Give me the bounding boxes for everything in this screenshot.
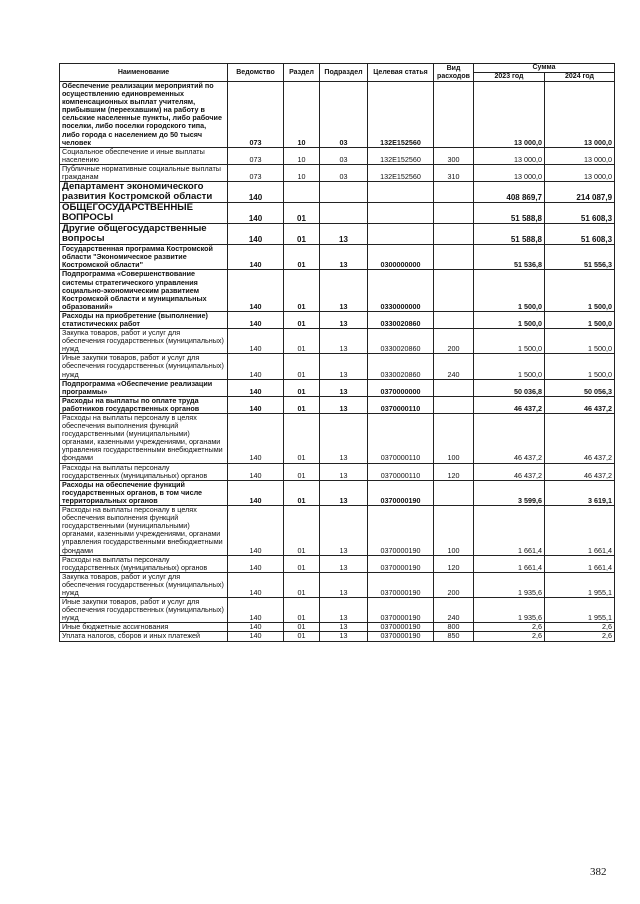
cell-type: 300	[434, 147, 474, 164]
cell-name: Другие общегосударственные вопросы	[60, 224, 228, 245]
cell-dept: 073	[228, 147, 284, 164]
table-row	[60, 224, 615, 245]
cell-subsection: 13	[320, 311, 368, 328]
cell-subsection: 03	[320, 82, 368, 148]
table-row	[60, 632, 615, 641]
cell-sum-2024: 13 000,0	[545, 164, 615, 181]
table-row	[60, 379, 615, 396]
cell-name: Расходы на выплаты персоналу государственных (муниципальных) органов	[60, 555, 228, 572]
table-row	[60, 463, 615, 480]
header-section: Раздел	[284, 64, 320, 82]
cell-sum-2023: 51 588,8	[474, 203, 545, 224]
cell-sum-2024: 1 955,1	[545, 598, 615, 623]
cell-section: 01	[284, 572, 320, 597]
cell-type: 800	[434, 623, 474, 632]
cell-subsection: 13	[320, 396, 368, 413]
cell-target: 0370000110	[368, 463, 434, 480]
cell-target: 0330000000	[368, 270, 434, 311]
cell-subsection: 13	[320, 598, 368, 623]
cell-section: 01	[284, 632, 320, 641]
cell-sum-2023: 51 536,8	[474, 245, 545, 270]
cell-sum-2023: 408 869,7	[474, 182, 545, 203]
table-row	[60, 354, 615, 379]
cell-subsection: 13	[320, 329, 368, 354]
cell-dept: 140	[228, 555, 284, 572]
cell-name: Иные бюджетные ассигнования	[60, 623, 228, 632]
cell-sum-2024: 1 955,1	[545, 572, 615, 597]
cell-type: 200	[434, 329, 474, 354]
cell-target: 0370000190	[368, 623, 434, 632]
cell-sum-2023: 51 588,8	[474, 224, 545, 245]
cell-sum-2023: 50 036,8	[474, 379, 545, 396]
cell-subsection: 13	[320, 480, 368, 505]
cell-section: 01	[284, 329, 320, 354]
cell-type	[434, 203, 474, 224]
cell-dept: 140	[228, 379, 284, 396]
cell-sum-2023: 13 000,0	[474, 147, 545, 164]
cell-target: 132Е152560	[368, 147, 434, 164]
cell-section: 01	[284, 354, 320, 379]
cell-sum-2024: 1 500,0	[545, 270, 615, 311]
cell-name: Подпрограмма «Совершенствование системы стратегического управления социально-экономическим развитием Костромской области и муниципальных образований»	[60, 270, 228, 311]
cell-dept: 140	[228, 182, 284, 203]
cell-target: 0370000190	[368, 598, 434, 623]
cell-subsection	[320, 182, 368, 203]
table-row	[60, 480, 615, 505]
cell-section: 01	[284, 396, 320, 413]
budget-table	[59, 63, 615, 642]
cell-sum-2024: 214 087,9	[545, 182, 615, 203]
cell-target	[368, 203, 434, 224]
header-year-2023: 2023 год	[474, 73, 545, 82]
cell-dept: 140	[228, 414, 284, 464]
cell-dept: 140	[228, 354, 284, 379]
table-row	[60, 414, 615, 464]
cell-subsection: 13	[320, 463, 368, 480]
table-body	[60, 82, 615, 642]
cell-section: 01	[284, 270, 320, 311]
cell-type	[434, 182, 474, 203]
cell-target: 132Е152560	[368, 164, 434, 181]
cell-sum-2024: 2,6	[545, 623, 615, 632]
cell-section: 01	[284, 414, 320, 464]
cell-target: 0330020860	[368, 329, 434, 354]
table-row	[60, 555, 615, 572]
cell-type	[434, 480, 474, 505]
cell-dept: 140	[228, 598, 284, 623]
cell-name: Расходы на выплаты персоналу в целях обеспечения выполнения функций государственными (муниципальными) органами, казенными учреждениями, органами управления государственными внебюджетными фондами	[60, 414, 228, 464]
cell-dept: 140	[228, 224, 284, 245]
cell-sum-2024: 51 608,3	[545, 203, 615, 224]
cell-name: Иные закупки товаров, работ и услуг для обеспечения государственных (муниципальных) нужд	[60, 354, 228, 379]
cell-sum-2023: 1 500,0	[474, 329, 545, 354]
cell-dept: 140	[228, 572, 284, 597]
table-row	[60, 164, 615, 181]
cell-sum-2024: 3 619,1	[545, 480, 615, 505]
cell-target: 0330020860	[368, 354, 434, 379]
table-row	[60, 182, 615, 203]
cell-type: 240	[434, 598, 474, 623]
cell-dept: 140	[228, 623, 284, 632]
cell-type	[434, 245, 474, 270]
cell-section: 01	[284, 623, 320, 632]
cell-sum-2023: 46 437,2	[474, 463, 545, 480]
cell-subsection: 13	[320, 506, 368, 556]
cell-section: 01	[284, 598, 320, 623]
cell-subsection: 13	[320, 623, 368, 632]
cell-section: 01	[284, 203, 320, 224]
table-row	[60, 245, 615, 270]
cell-sum-2024: 1 661,4	[545, 555, 615, 572]
cell-section: 10	[284, 164, 320, 181]
cell-section: 01	[284, 480, 320, 505]
cell-type	[434, 379, 474, 396]
cell-type	[434, 82, 474, 148]
cell-sum-2023: 46 437,2	[474, 396, 545, 413]
cell-target: 0330020860	[368, 311, 434, 328]
cell-target: 132Е152560	[368, 82, 434, 148]
cell-type: 100	[434, 506, 474, 556]
cell-section: 01	[284, 224, 320, 245]
cell-target: 0370000190	[368, 555, 434, 572]
cell-name: Расходы на обеспечение функций государственных органов, в том числе территориальных органов	[60, 480, 228, 505]
cell-sum-2024: 1 500,0	[545, 354, 615, 379]
table-row	[60, 203, 615, 224]
table-row	[60, 572, 615, 597]
cell-sum-2023: 1 935,6	[474, 572, 545, 597]
cell-subsection: 13	[320, 572, 368, 597]
cell-sum-2024: 1 500,0	[545, 329, 615, 354]
cell-dept: 140	[228, 203, 284, 224]
cell-section: 01	[284, 506, 320, 556]
cell-sum-2023: 1 500,0	[474, 354, 545, 379]
cell-dept: 140	[228, 396, 284, 413]
cell-sum-2024: 13 000,0	[545, 147, 615, 164]
cell-dept: 140	[228, 632, 284, 641]
cell-subsection: 03	[320, 164, 368, 181]
header-name: Наименование	[60, 64, 228, 82]
cell-target	[368, 182, 434, 203]
cell-sum-2023: 1 661,4	[474, 506, 545, 556]
table-row	[60, 506, 615, 556]
cell-subsection	[320, 203, 368, 224]
cell-subsection: 03	[320, 147, 368, 164]
header-year-2024: 2024 год	[545, 73, 615, 82]
cell-subsection: 13	[320, 632, 368, 641]
cell-dept: 140	[228, 329, 284, 354]
cell-name: Государственная программа Костромской области "Экономическое развитие Костромской области"	[60, 245, 228, 270]
cell-sum-2023: 13 000,0	[474, 82, 545, 148]
cell-name: Расходы на выплаты по оплате труда работников государственных органов	[60, 396, 228, 413]
cell-type: 200	[434, 572, 474, 597]
cell-sum-2024: 46 437,2	[545, 396, 615, 413]
cell-sum-2024: 51 556,3	[545, 245, 615, 270]
cell-target: 0300000000	[368, 245, 434, 270]
cell-name: Расходы на выплаты персоналу в целях обеспечения выполнения функций государственными (муниципальными) органами, казенными учреждениями, органами управления государственными внебюджетными фондами	[60, 506, 228, 556]
cell-sum-2023: 3 599,6	[474, 480, 545, 505]
cell-sum-2024: 51 608,3	[545, 224, 615, 245]
cell-section: 01	[284, 379, 320, 396]
cell-sum-2024: 46 437,2	[545, 414, 615, 464]
cell-subsection: 13	[320, 379, 368, 396]
cell-sum-2024: 1 661,4	[545, 506, 615, 556]
table-row	[60, 147, 615, 164]
table-row	[60, 329, 615, 354]
cell-dept: 073	[228, 82, 284, 148]
cell-sum-2024: 1 500,0	[545, 311, 615, 328]
cell-subsection: 13	[320, 414, 368, 464]
cell-dept: 140	[228, 311, 284, 328]
table-header	[60, 64, 615, 82]
cell-sum-2024: 13 000,0	[545, 82, 615, 148]
cell-section: 10	[284, 82, 320, 148]
cell-type: 100	[434, 414, 474, 464]
table-row	[60, 311, 615, 328]
cell-target: 0370000110	[368, 396, 434, 413]
header-subsection: Подраздел	[320, 64, 368, 82]
cell-name: Закупка товаров, работ и услуг для обеспечения государственных (муниципальных) нужд	[60, 572, 228, 597]
table-row	[60, 82, 615, 148]
cell-sum-2024: 46 437,2	[545, 463, 615, 480]
cell-name: Департамент экономического развития Костромской области	[60, 182, 228, 203]
cell-name: Обеспечение реализации мероприятий по осуществлению единовременных компенсационных выплат учителям, прибывшим (переехавшим) на работу в сельские населенные пункты, либо рабочие поселки, либо поселки городского типа, либо города с населением до 50 тысяч человек	[60, 82, 228, 148]
cell-sum-2024: 2,6	[545, 632, 615, 641]
header-sum: Сумма	[474, 64, 615, 73]
cell-sum-2023: 46 437,2	[474, 414, 545, 464]
cell-name: Расходы на выплаты персоналу государственных (муниципальных) органов	[60, 463, 228, 480]
header-dept: Ведомство	[228, 64, 284, 82]
cell-subsection: 13	[320, 270, 368, 311]
cell-sum-2023: 2,6	[474, 623, 545, 632]
cell-sum-2023: 1 661,4	[474, 555, 545, 572]
cell-subsection: 13	[320, 555, 368, 572]
cell-name: Социальное обеспечение и иные выплаты населению	[60, 147, 228, 164]
cell-subsection: 13	[320, 354, 368, 379]
cell-dept: 140	[228, 245, 284, 270]
cell-name: Подпрограмма «Обеспечение реализации программы»	[60, 379, 228, 396]
cell-sum-2023: 1 500,0	[474, 270, 545, 311]
cell-type: 850	[434, 632, 474, 641]
cell-type: 120	[434, 463, 474, 480]
cell-type	[434, 224, 474, 245]
header-type: Вид расходов	[434, 64, 474, 82]
cell-name: ОБЩЕГОСУДАРСТВЕННЫЕ ВОПРОСЫ	[60, 203, 228, 224]
cell-dept: 140	[228, 463, 284, 480]
cell-dept: 140	[228, 480, 284, 505]
cell-section	[284, 182, 320, 203]
cell-target: 0370000190	[368, 572, 434, 597]
cell-type	[434, 396, 474, 413]
cell-section: 01	[284, 555, 320, 572]
cell-sum-2024: 50 056,3	[545, 379, 615, 396]
cell-target: 0370000190	[368, 506, 434, 556]
cell-section: 01	[284, 463, 320, 480]
cell-name: Закупка товаров, работ и услуг для обеспечения государственных (муниципальных) нужд	[60, 329, 228, 354]
cell-type: 310	[434, 164, 474, 181]
cell-sum-2023: 2,6	[474, 632, 545, 641]
cell-dept: 140	[228, 506, 284, 556]
page-number: 382	[590, 866, 607, 878]
cell-type: 120	[434, 555, 474, 572]
cell-sum-2023: 1 935,6	[474, 598, 545, 623]
cell-dept: 140	[228, 270, 284, 311]
cell-type	[434, 311, 474, 328]
cell-name: Уплата налогов, сборов и иных платежей	[60, 632, 228, 641]
cell-target: 0370000000	[368, 379, 434, 396]
cell-section: 01	[284, 245, 320, 270]
cell-target: 0370000190	[368, 632, 434, 641]
header-target: Целевая статья	[368, 64, 434, 82]
cell-name: Публичные нормативные социальные выплаты гражданам	[60, 164, 228, 181]
cell-name: Расходы на приобретение (выполнение) статистических работ	[60, 311, 228, 328]
table-row	[60, 598, 615, 623]
cell-type	[434, 270, 474, 311]
cell-target: 0370000190	[368, 480, 434, 505]
table-row	[60, 270, 615, 311]
cell-dept: 073	[228, 164, 284, 181]
table-row	[60, 396, 615, 413]
cell-sum-2023: 13 000,0	[474, 164, 545, 181]
cell-section: 01	[284, 311, 320, 328]
cell-target: 0370000110	[368, 414, 434, 464]
cell-sum-2023: 1 500,0	[474, 311, 545, 328]
cell-type: 240	[434, 354, 474, 379]
cell-name: Иные закупки товаров, работ и услуг для обеспечения государственных (муниципальных) нужд	[60, 598, 228, 623]
cell-subsection: 13	[320, 245, 368, 270]
cell-section: 10	[284, 147, 320, 164]
cell-target	[368, 224, 434, 245]
cell-subsection: 13	[320, 224, 368, 245]
